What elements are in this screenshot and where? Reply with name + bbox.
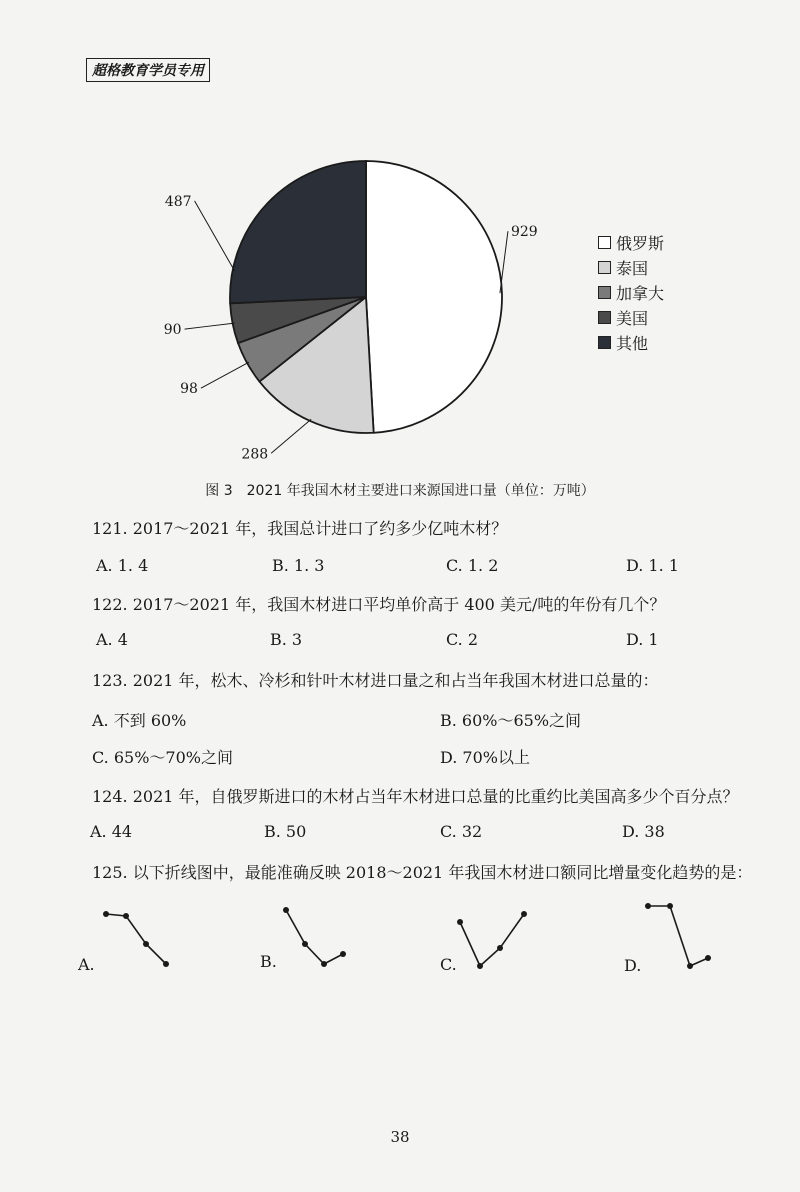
legend-label: 其他 xyxy=(616,334,649,353)
legend-label: 俄罗斯 xyxy=(616,234,665,253)
pie-leader-1 xyxy=(500,231,508,293)
question-125: 125. 以下折线图中，最能准确反映 2018～2021 年我国木材进口额同比增量变化趋势的是： xyxy=(92,863,753,882)
q124-option-a[interactable]: A. 44 xyxy=(90,822,133,841)
q123-option-b[interactable]: B. 60%～65%之间 xyxy=(440,711,582,730)
legend-swatch xyxy=(598,311,611,324)
q125-option-b[interactable]: B. xyxy=(260,952,277,971)
legend-swatch xyxy=(598,336,611,349)
legend-item-4 xyxy=(598,305,664,330)
q121-option-a[interactable]: A. 1. 4 xyxy=(96,556,149,575)
question-121: 121. 2017～2021 年，我国总计进口了约多少亿吨木材？ xyxy=(92,519,508,538)
q123-option-c[interactable]: C. 65%～70%之间 xyxy=(92,748,233,767)
q124-option-d[interactable]: D. 38 xyxy=(622,822,665,841)
pie-chart xyxy=(163,150,590,463)
legend-item-2 xyxy=(598,255,664,280)
pie-slice-1 xyxy=(366,161,502,433)
q122-option-d[interactable]: D. 1 xyxy=(626,630,659,649)
sparkline-d xyxy=(640,898,720,978)
pie-data-label-3: 98 xyxy=(180,381,198,398)
q123-option-a[interactable]: A. 不到 60% xyxy=(92,711,187,730)
pie-leader-4 xyxy=(185,323,235,329)
q121-option-c[interactable]: C. 1. 2 xyxy=(446,556,499,575)
q125-option-a[interactable]: A. xyxy=(78,955,95,974)
q121-option-d[interactable]: D. 1. 1 xyxy=(626,556,679,575)
pie-data-label-4: 90 xyxy=(163,322,182,339)
sparkline-a xyxy=(96,898,176,978)
legend-label: 美国 xyxy=(616,309,649,328)
legend-label: 泰国 xyxy=(616,259,649,278)
legend-item-5 xyxy=(598,330,664,355)
question-124: 124. 2021 年，自俄罗斯进口的木材占当年木材进口总量的比重约比美国高多少个百分点？ xyxy=(92,787,739,806)
pie-leader-5 xyxy=(195,201,235,271)
chart-legend xyxy=(598,230,664,355)
page-number: 38 xyxy=(390,1128,410,1146)
legend-swatch xyxy=(598,286,611,299)
pie-leader-2 xyxy=(271,419,311,453)
chart-caption: 图 3 2021 年我国木材主要进口来源国进口量（单位：万吨） xyxy=(205,483,595,499)
q125-option-d[interactable]: D. xyxy=(624,956,642,975)
q122-option-c[interactable]: C. 2 xyxy=(446,630,479,649)
legend-item-1 xyxy=(598,230,664,255)
q122-option-a[interactable]: A. 4 xyxy=(96,630,128,649)
legend-item-3 xyxy=(598,280,664,305)
pie-data-label-1: 929 xyxy=(510,224,538,241)
q121-option-b[interactable]: B. 1. 3 xyxy=(272,556,325,575)
q125-option-c[interactable]: C. xyxy=(440,955,457,974)
q122-option-b[interactable]: B. 3 xyxy=(270,630,303,649)
pie-slice-5 xyxy=(230,161,366,303)
q123-option-d[interactable]: D. 70%以上 xyxy=(440,748,530,767)
legend-label: 加拿大 xyxy=(616,284,665,303)
legend-swatch xyxy=(598,236,611,249)
pie-data-label-5: 487 xyxy=(164,193,192,210)
pie-leader-3 xyxy=(201,362,249,388)
question-122: 122. 2017～2021 年，我国木材进口平均单价高于 400 美元/吨的年份有几个？ xyxy=(92,595,666,614)
pie-data-label-2: 288 xyxy=(241,446,269,463)
q124-option-c[interactable]: C. 32 xyxy=(440,822,483,841)
q124-option-b[interactable]: B. 50 xyxy=(264,822,307,841)
header-stamp: 超格教育学员专用 xyxy=(86,58,210,82)
question-123: 123. 2021 年，松木、冷杉和针叶木材进口量之和占当年我国木材进口总量的： xyxy=(92,671,659,690)
legend-swatch xyxy=(598,261,611,274)
sparkline-c xyxy=(450,898,540,978)
sparkline-b xyxy=(276,898,356,978)
